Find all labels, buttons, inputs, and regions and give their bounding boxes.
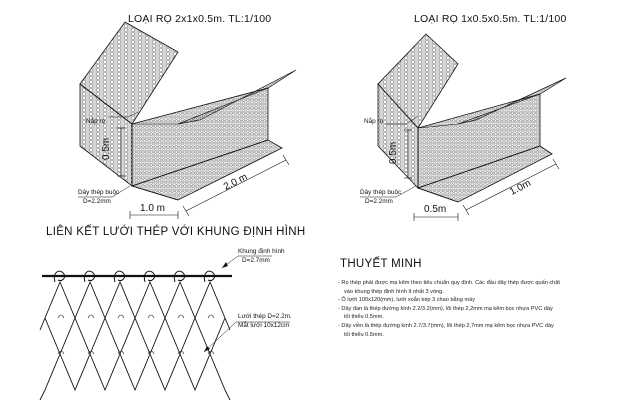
note-line: vào khung thép định hình ít nhất 3 vòng.: [344, 288, 444, 295]
mesh-label-1: Lưới thép D=2.2m.: [238, 313, 292, 320]
mesh-heading: LIÊN KẾT LƯỚI THÉP VỚI KHUNG ĐỊNH HÌNH: [46, 226, 306, 238]
lid-label-right: Nắp rọ: [364, 118, 384, 125]
note-line: - Rọ thép phải được mạ kẽm theo tiêu chuẩn quy định. Các đầu dây thép được quấn chặt: [338, 280, 560, 286]
dim-length-right: 1.0m: [508, 177, 533, 198]
dim-width-left: 1.0 m: [140, 203, 166, 214]
dim-height-left: 0.5m: [101, 137, 112, 160]
wire-label-left-2: D=2.2mm: [83, 198, 111, 205]
note-line: tối thiểu 0.5mm.: [344, 331, 384, 338]
wire-label-left-1: Dây thép buộc: [78, 189, 120, 196]
dim-length-left: 2.0 m: [222, 171, 250, 193]
gabion-right-title: LOẠI RỌ 1x0.5x0.5m. TL:1/100: [414, 13, 567, 25]
mesh-label-2: Mắt lưới 10x12cm: [238, 322, 290, 329]
wire-label-right-2: D=2.2mm: [365, 198, 393, 205]
dim-height-right: 0.5m: [388, 141, 399, 164]
notes-body: [338, 279, 600, 339]
lid-label-left: Nắp rọ: [86, 118, 106, 125]
note-line: - Ô lưới 100x120(mm), lưới xoắn kép 3 chao bằng máy: [338, 297, 476, 304]
note-line: - Dây đan là thép đường kính 2.2/3.2(mm), lõi thép 2,2mm mạ kẽm bọc nhựa PVC dày: [338, 305, 553, 312]
gabion-left-title: LOẠI RỌ 2x1x0.5m. TL:1/100: [128, 13, 272, 25]
notes-heading: THUYẾT MINH: [340, 258, 422, 270]
dim-width-right: 0.5m: [424, 204, 447, 215]
frame-label-2: D=2.7mm: [242, 257, 270, 264]
wire-label-right-1: Dây thép buộc: [360, 189, 402, 196]
note-line: tối thiểu 0.5mm.: [344, 314, 384, 321]
note-line: - Dây viền là thép đường kính 2.7/3.7(mm), lõi thép 2,7mm mạ kẽm bọc nhựa PVC dày: [338, 322, 554, 329]
frame-label-1: Khung định hình: [238, 248, 285, 255]
